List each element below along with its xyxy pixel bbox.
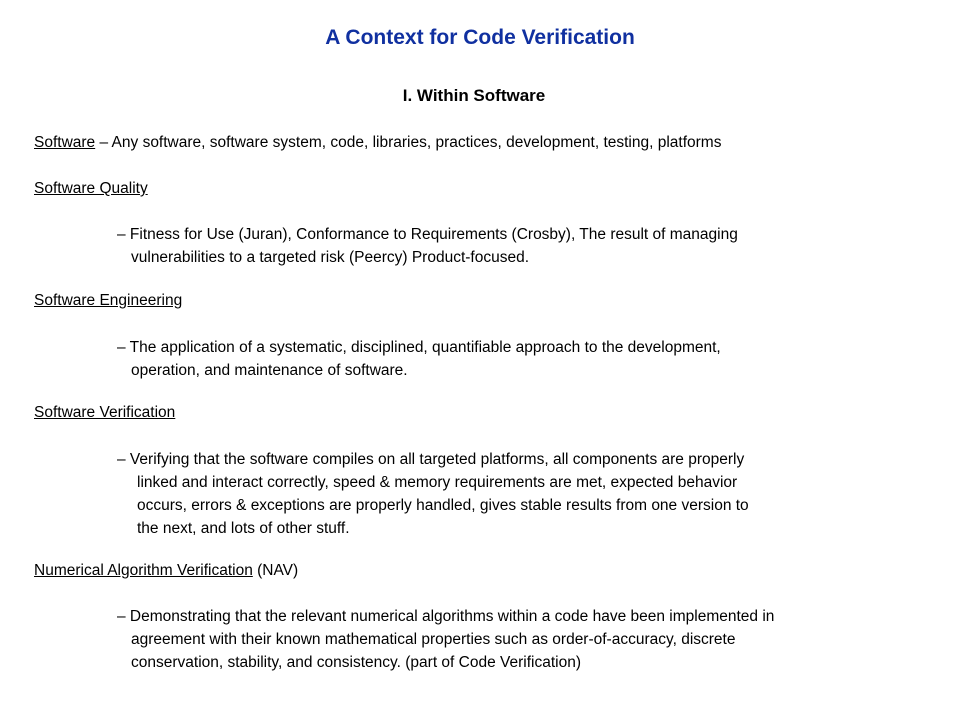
software-engineering-term-row (34, 292, 182, 310)
definition-line: – Verifying that the software compiles on all targeted platforms, all components are properly (117, 451, 745, 468)
definition-line: conservation, stability, and consistency. (part of Code Verification) (131, 654, 582, 671)
definition-line: vulnerabilities to a targeted risk (Peercy) Product-focused. (131, 249, 530, 266)
nav-definition (117, 605, 774, 674)
definition-line: agreement with their known mathematical properties such as order-of-accuracy, discrete (131, 631, 736, 648)
definition-line: – Demonstrating that the relevant numerical algorithms within a code have been implemented in (117, 608, 775, 625)
software-def-text: – Any software, software system, code, libraries, practices, development, testing, platforms (95, 134, 722, 151)
definition-line: – The application of a systematic, disciplined, quantifiable approach to the development, (117, 339, 721, 356)
definition-line: operation, and maintenance of software. (131, 362, 408, 379)
software-verification-term-row (34, 404, 175, 422)
nav-abbr: (NAV) (252, 562, 299, 579)
definition-line: occurs, errors & exceptions are properly handled, gives stable results from one version to (137, 497, 749, 514)
software-definition (34, 134, 721, 152)
software-engineering-term: Software Engineering (34, 292, 183, 309)
nav-term: Numerical Algorithm Verification (34, 562, 253, 579)
software-quality-definition (117, 223, 738, 269)
section-heading: I. Within Software (402, 86, 546, 105)
definition-line: – Fitness for Use (Juran), Conformance to Requirements (Crosby), The result of managing (117, 226, 738, 243)
software-verification-term: Software Verification (34, 404, 176, 421)
page-title: A Context for Code Verification (325, 26, 635, 49)
software-term: Software (34, 134, 96, 151)
nav-term-row (34, 562, 298, 580)
definition-line: the next, and lots of other stuff. (137, 520, 350, 537)
definition-line: linked and interact correctly, speed & memory requirements are met, expected behavior (137, 474, 738, 491)
software-quality-term-row (34, 180, 148, 198)
software-quality-term: Software Quality (34, 180, 148, 197)
software-engineering-definition (117, 336, 721, 382)
software-verification-definition (117, 448, 749, 540)
